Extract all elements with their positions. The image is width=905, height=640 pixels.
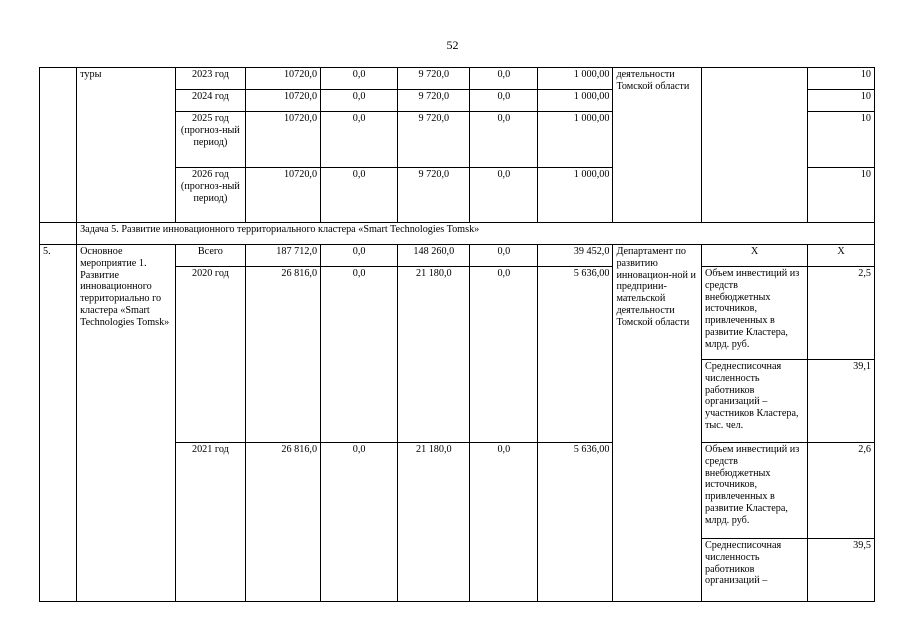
federal-cell: 0,0: [321, 267, 398, 443]
local-cell: 0,0: [470, 68, 538, 90]
extra-cell: 5 636,00: [538, 443, 613, 602]
regional-cell: 9 720,0: [398, 68, 470, 90]
extra-cell: 1 000,00: [538, 90, 613, 112]
indicator-cell: Объем инвестиций из средств внебюджетных источников, привлеченных в развитие Кластера, млрд. руб.: [701, 443, 807, 539]
table-row: [40, 68, 875, 90]
year-cell: 2021 год: [175, 443, 245, 602]
task-title: Задача 5. Развитие инновационного территориального кластера «Smart Technologies Tomsk»: [77, 223, 875, 245]
local-cell: 0,0: [470, 90, 538, 112]
year-cell: 2020 год: [175, 267, 245, 443]
activity-cell: туры: [77, 68, 176, 223]
value-cell: 10: [808, 90, 875, 112]
task-row: [40, 223, 875, 245]
indicator-cell: X: [701, 245, 807, 267]
federal-cell: 0,0: [321, 90, 398, 112]
extra-cell: 5 636,00: [538, 267, 613, 443]
value-cell: 10: [808, 112, 875, 168]
total-cell: 10720,0: [245, 168, 320, 223]
indicator-cell: Объем инвестиций из средств внебюджетных источников, привлеченных в развитие Кластера, млрд. руб.: [701, 267, 807, 360]
extra-cell: 1 000,00: [538, 68, 613, 90]
local-cell: 0,0: [470, 245, 538, 267]
activity-name: Основное мероприятие 1. Развитие инновационного территориально го кластера «Smart Technologies Tomsk»: [77, 245, 176, 602]
local-cell: 0,0: [470, 168, 538, 223]
federal-cell: 0,0: [321, 168, 398, 223]
num-cell: [40, 223, 77, 245]
executor-cell: Департамент по развитию инновацион-ной и предприни-мательской деятельности Томской области: [613, 245, 702, 602]
year-cell: 2023 год: [175, 68, 245, 90]
total-cell: 26 816,0: [245, 443, 320, 602]
item-number: 5.: [40, 245, 77, 602]
year-cell: Всего: [175, 245, 245, 267]
extra-cell: 39 452,0: [538, 245, 613, 267]
total-cell: 10720,0: [245, 112, 320, 168]
executor-cell: деятельности Томской области: [613, 68, 702, 223]
total-cell: 10720,0: [245, 90, 320, 112]
indicator-cell: Среднесписочная численность работников организаций –: [701, 539, 807, 602]
extra-cell: 1 000,00: [538, 112, 613, 168]
value-cell: 2,6: [808, 443, 875, 539]
value-cell: X: [808, 245, 875, 267]
num-cell: [40, 68, 77, 223]
total-cell: 187 712,0: [245, 245, 320, 267]
federal-cell: 0,0: [321, 112, 398, 168]
indicator-cell: [701, 68, 807, 223]
local-cell: 0,0: [470, 443, 538, 602]
regional-cell: 9 720,0: [398, 112, 470, 168]
regional-cell: 21 180,0: [398, 443, 470, 602]
regional-cell: 9 720,0: [398, 168, 470, 223]
value-cell: 10: [808, 68, 875, 90]
regional-cell: 21 180,0: [398, 267, 470, 443]
indicator-cell: Среднесписочная численность работников организаций – участников Кластера, тыс. чел.: [701, 360, 807, 443]
value-cell: 39,1: [808, 360, 875, 443]
table-row: [40, 245, 875, 267]
regional-cell: 148 260,0: [398, 245, 470, 267]
regional-cell: 9 720,0: [398, 90, 470, 112]
federal-cell: 0,0: [321, 68, 398, 90]
page-number: 52: [446, 38, 459, 52]
extra-cell: 1 000,00: [538, 168, 613, 223]
local-cell: 0,0: [470, 267, 538, 443]
total-cell: 26 816,0: [245, 267, 320, 443]
federal-cell: 0,0: [321, 245, 398, 267]
year-cell: 2024 год: [175, 90, 245, 112]
value-cell: 2,5: [808, 267, 875, 360]
program-table: [39, 67, 875, 602]
local-cell: 0,0: [470, 112, 538, 168]
year-cell: 2025 год (прогноз-ный период): [175, 112, 245, 168]
total-cell: 10720,0: [245, 68, 320, 90]
federal-cell: 0,0: [321, 443, 398, 602]
value-cell: 39,5: [808, 539, 875, 602]
value-cell: 10: [808, 168, 875, 223]
year-cell: 2026 год (прогноз-ный период): [175, 168, 245, 223]
